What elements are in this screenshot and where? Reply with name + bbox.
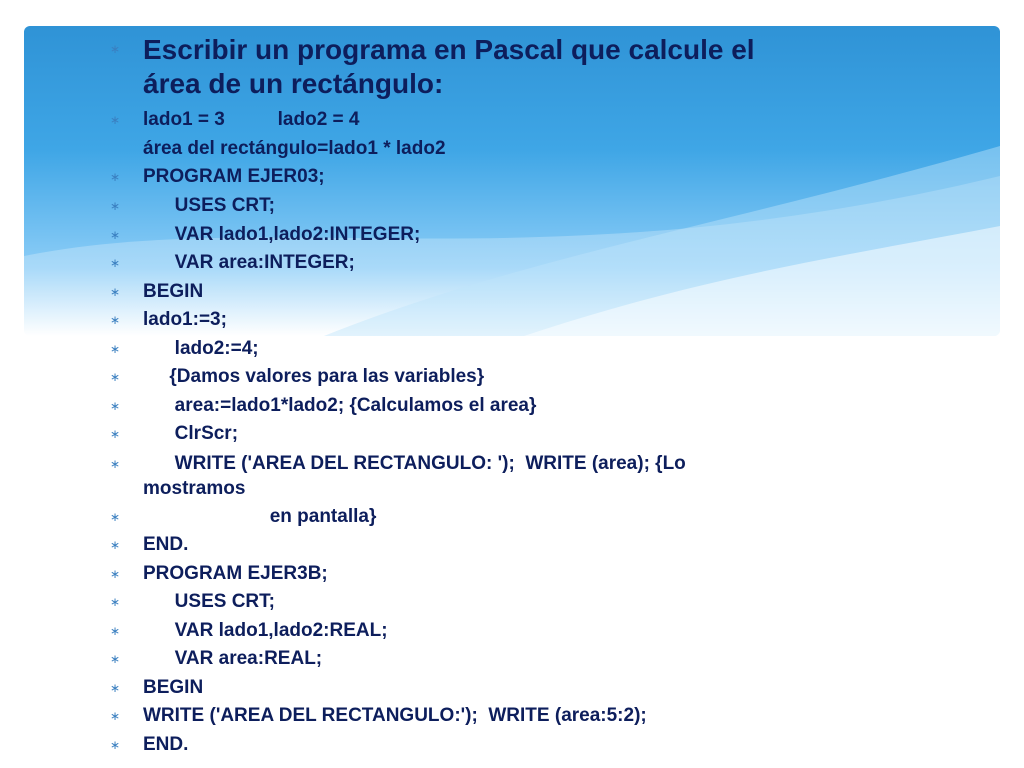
bullet-icon: ∗	[110, 681, 121, 695]
text-line: ClrScr;	[143, 423, 239, 444]
text-line: PROGRAM EJER03;	[143, 166, 325, 187]
text-line: USES CRT;	[143, 195, 275, 216]
bullet-icon: ∗	[110, 567, 121, 581]
bullet-icon: ∗	[110, 113, 121, 127]
text-line: lado1 = 3 lado2 = 4	[143, 109, 360, 130]
bullet-icon: ∗	[110, 652, 121, 666]
bullet-icon: ∗	[110, 42, 121, 56]
text-line: lado1:=3;	[143, 309, 227, 330]
bullet-icon: ∗	[110, 399, 121, 413]
bullet-icon: ∗	[110, 595, 121, 609]
bullet-icon: ∗	[110, 457, 121, 471]
bullet-icon: ∗	[110, 738, 121, 752]
text-line: PROGRAM EJER3B;	[143, 563, 328, 584]
slide-title-line-1: Escribir un programa en Pascal que calcule el	[143, 34, 755, 65]
bullet-icon: ∗	[110, 342, 121, 356]
bullet-icon: ∗	[110, 170, 121, 184]
text-line: END.	[143, 534, 189, 555]
text-line: en pantalla}	[143, 506, 377, 527]
bullet-icon: ∗	[110, 199, 121, 213]
text-line: mostramos	[143, 478, 246, 499]
text-line: VAR area:REAL;	[143, 648, 323, 669]
text-line: END.	[143, 734, 189, 755]
text-line: {Damos valores para las variables}	[143, 366, 485, 387]
bullet-icon: ∗	[110, 709, 121, 723]
text-line: VAR lado1,lado2:REAL;	[143, 620, 388, 641]
text-line: area:=lado1*lado2; {Calculamos el area}	[143, 395, 537, 416]
bullet-icon: ∗	[110, 285, 121, 299]
bullet-icon: ∗	[110, 256, 121, 270]
text-line: área del rectángulo=lado1 * lado2	[143, 138, 446, 159]
bullet-icon: ∗	[110, 510, 121, 524]
bullet-icon: ∗	[110, 313, 121, 327]
text-line: WRITE ('AREA DEL RECTANGULO: '); WRITE (area); {Lo	[143, 453, 686, 474]
bullet-icon: ∗	[110, 427, 121, 441]
text-line: VAR area:INTEGER;	[143, 252, 355, 273]
text-line: USES CRT;	[143, 591, 275, 612]
slide-title-line-2: área de un rectángulo:	[143, 68, 444, 99]
bullet-icon: ∗	[110, 624, 121, 638]
bullet-icon: ∗	[110, 228, 121, 242]
text-line: BEGIN	[143, 281, 204, 302]
bullet-icon: ∗	[110, 370, 121, 384]
text-line: BEGIN	[143, 677, 204, 698]
text-line: lado2:=4;	[143, 338, 259, 359]
bullet-icon: ∗	[110, 538, 121, 552]
text-line: WRITE ('AREA DEL RECTANGULO:'); WRITE (area:5:2);	[143, 705, 647, 726]
text-line: VAR lado1,lado2:INTEGER;	[143, 224, 421, 245]
